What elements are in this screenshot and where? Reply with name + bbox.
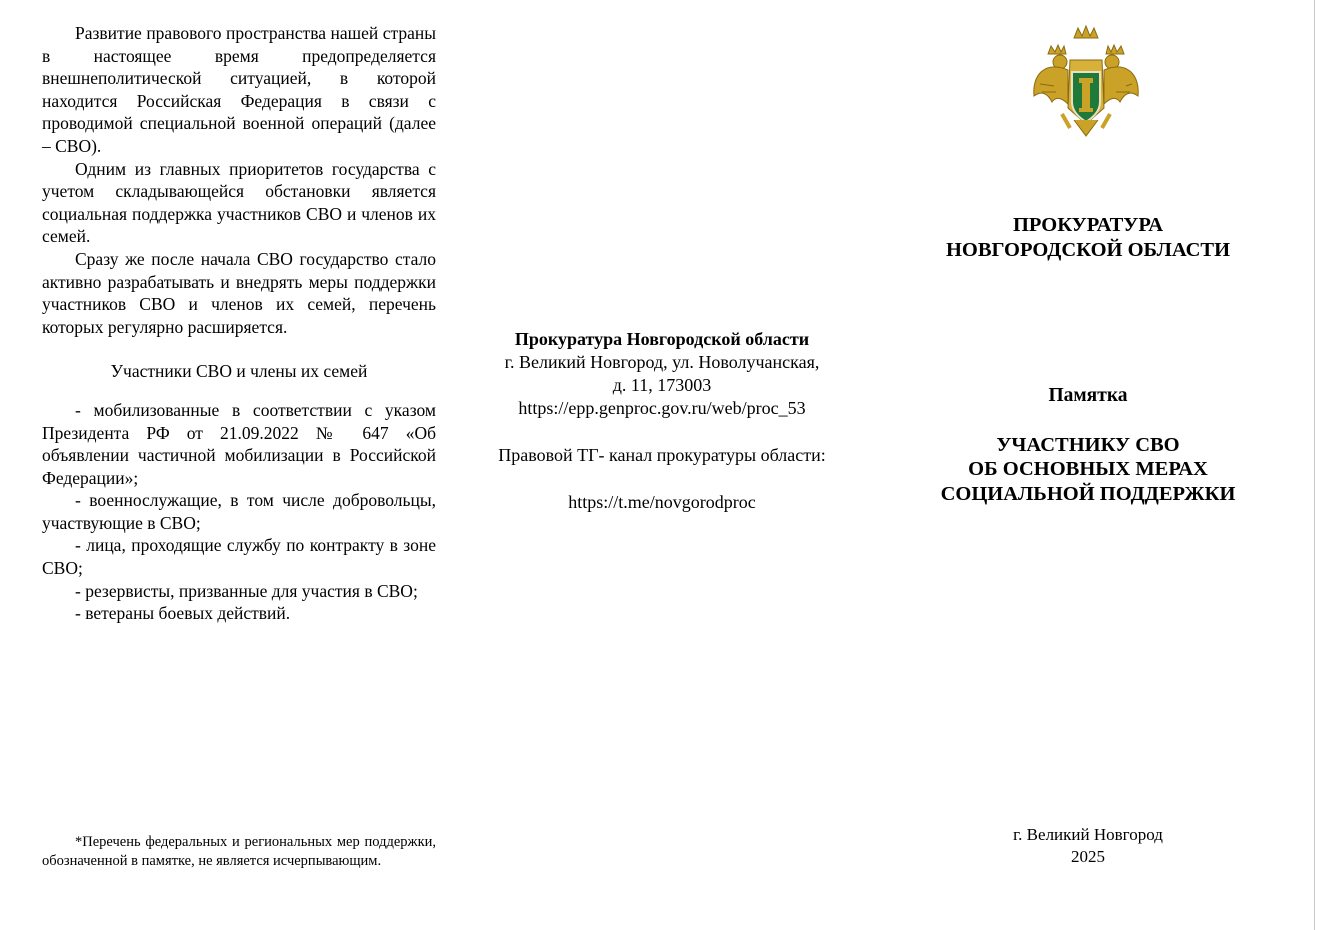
left-panel xyxy=(42,22,436,625)
place-and-year xyxy=(908,824,1268,868)
org-name: Прокуратура Новгородской области xyxy=(514,329,810,349)
participants-heading: Участники СВО и члены их семей xyxy=(110,361,368,382)
memo-block xyxy=(908,384,1268,506)
memo-line-2: ОБ ОСНОВНЫХ МЕРАХ xyxy=(968,458,1208,480)
city: г. Великий Новгород xyxy=(1013,825,1163,844)
memo-line-3: СОЦИАЛЬНОЙ ПОДДЕРЖКИ xyxy=(940,482,1236,505)
address-line-2: д. 11, 173003 xyxy=(612,375,712,395)
footnote: *Перечень федеральных и региональных мер поддержки, обозначенной в памятке, не является исчерпывающим. xyxy=(42,834,436,869)
intro-paragraph-2: Одним из главных приоритетов государства с учетом складывающейся обстановки является социальная поддержка участников СВО и членов их семей. xyxy=(42,158,436,247)
prosecutor-emblem-icon xyxy=(1024,24,1148,144)
title-line-1: ПРОКУРАТУРА xyxy=(1012,214,1164,236)
tg-channel-link[interactable]: https://t.me/novgorodproc xyxy=(568,492,756,512)
tg-channel-label: Правовой ТГ- канал прокуратуры области: xyxy=(498,445,826,465)
address-line-1: г. Великий Новгород, ул. Новолучанская, xyxy=(504,352,820,372)
page-title xyxy=(908,213,1268,263)
page-edge xyxy=(1314,0,1315,930)
list-item: - резервисты, призванные для участия в СВО; xyxy=(75,580,418,601)
year: 2025 xyxy=(1071,847,1105,866)
list-item: - мобилизованные в соответствии с указом Президента РФ от 21.09.2022 № 647 «Об объявлении частичной мобилизации в Российской Федерации»; xyxy=(42,399,436,488)
title-line-2: НОВГОРОДСКОЙ ОБЛАСТИ xyxy=(945,239,1231,261)
website-link[interactable]: https://epp.genproc.gov.ru/web/proc_53 xyxy=(518,398,806,418)
memo-label: Памятка xyxy=(1048,385,1128,406)
intro-paragraph-3: Сразу же после начала СВО государство стало активно разрабатывать и внедрять меры поддержки участников СВО и членов их семей, перечень которых регулярно расширяется. xyxy=(42,248,436,337)
participants-list xyxy=(42,399,436,625)
memo-line-1: УЧАСТНИКУ СВО xyxy=(996,433,1180,456)
memo-subtitle xyxy=(908,433,1268,507)
list-item: - лица, проходящие службу по контракту в зоне СВО; xyxy=(42,535,436,579)
list-item: - военнослужащие, в том числе добровольцы, участвующие в СВО; xyxy=(42,490,436,533)
intro-paragraph-1: Развитие правового пространства нашей страны в настоящее время предопределяется внешнеполитической ситуацией, в которой находится Российская Федерация в связи с проводимой специальной военной операций (далее – СВО). xyxy=(42,23,436,156)
list-item: - ветераны боевых действий. xyxy=(75,603,291,624)
contacts-panel xyxy=(462,328,862,514)
